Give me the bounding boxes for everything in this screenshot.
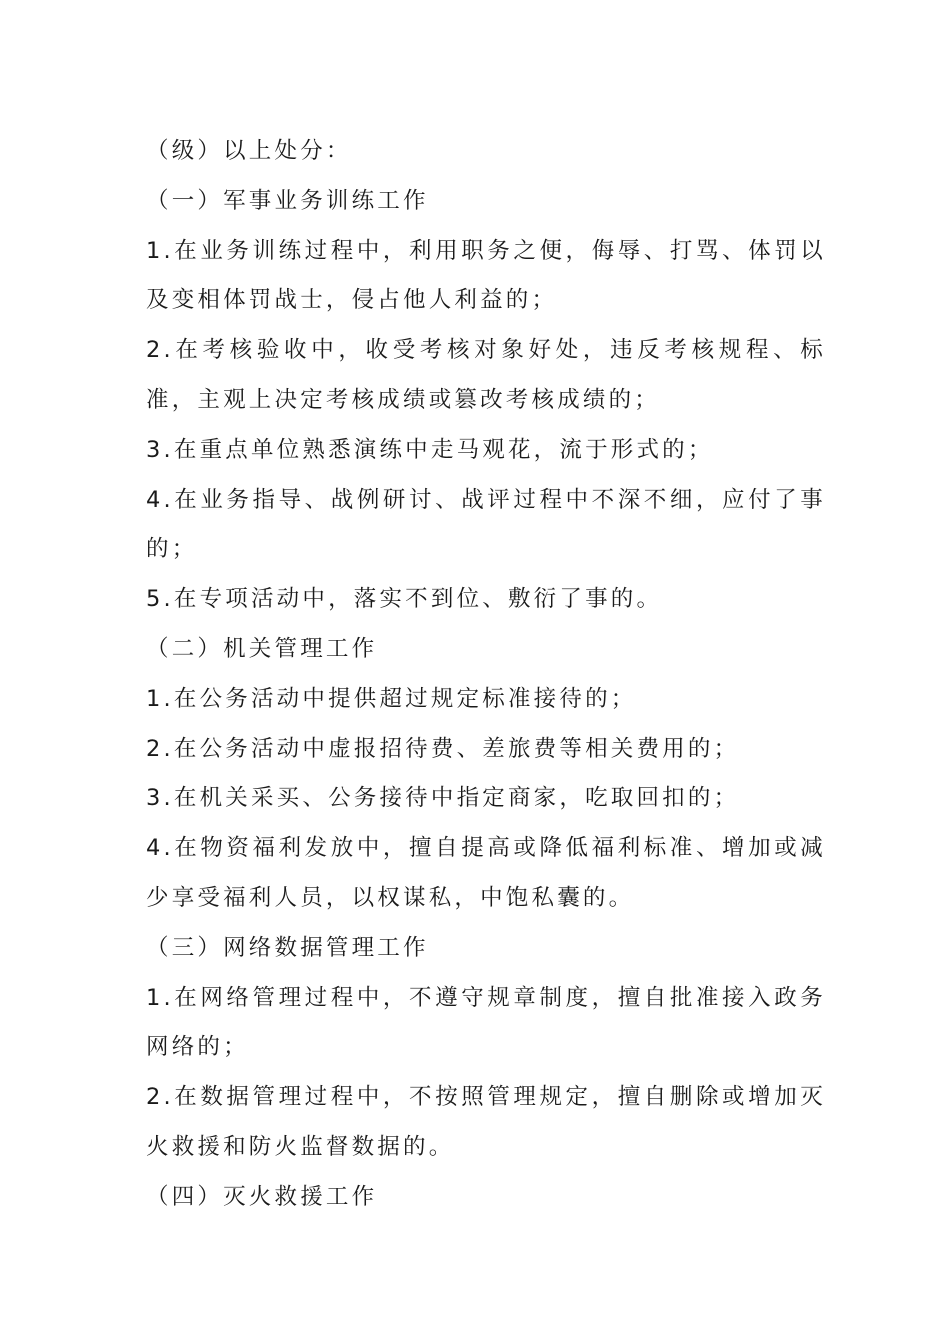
item-2-3: 3.在机关采买、公务接待中指定商家，吃取回扣的；	[146, 785, 740, 812]
section-heading-4: （四）灭火救援工作	[146, 1183, 378, 1210]
item-1-5: 5.在专项活动中，落实不到位、敷衍了事的。	[146, 586, 663, 613]
document-page	[146, 127, 826, 1223]
section-heading-1: （一）军事业务训练工作	[146, 187, 429, 214]
item-1-3: 3.在重点单位熟悉演练中走马观花，流于形式的；	[146, 436, 714, 463]
item-3-2: 2.在数据管理过程中，不按照管理规定，擅自删除或增加灭火救援和防火监督数据的。	[146, 1084, 826, 1160]
item-1-4: 4.在业务指导、战例研讨、战评过程中不深不细，应付了事的；	[146, 486, 826, 563]
item-2-2: 2.在公务活动中虚报招待费、差旅费等相关费用的；	[146, 735, 740, 762]
item-2-4: 4.在物资福利发放中，擅自提高或降低福利标准、增加或减少享受福利人员，以权谋私，中饱私囊的。	[146, 835, 826, 911]
clause-intro: （级）以上处分：	[146, 138, 352, 164]
section-heading-2: （二）机关管理工作	[146, 635, 378, 662]
section-heading-3: （三）网络数据管理工作	[146, 934, 429, 961]
item-1-1: 1.在业务训练过程中，利用职务之便，侮辱、打骂、体罚以及变相体罚战士，侵占他人利益的；	[146, 237, 826, 314]
item-3-1: 1.在网络管理过程中，不遵守规章制度，擅自批准接入政务网络的；	[146, 984, 826, 1061]
item-1-2: 2.在考核验收中，收受考核对象好处，违反考核规程、标准，主观上决定考核成绩或篡改考核成绩的；	[146, 337, 826, 413]
item-2-1: 1.在公务活动中提供超过规定标准接待的；	[146, 685, 637, 712]
